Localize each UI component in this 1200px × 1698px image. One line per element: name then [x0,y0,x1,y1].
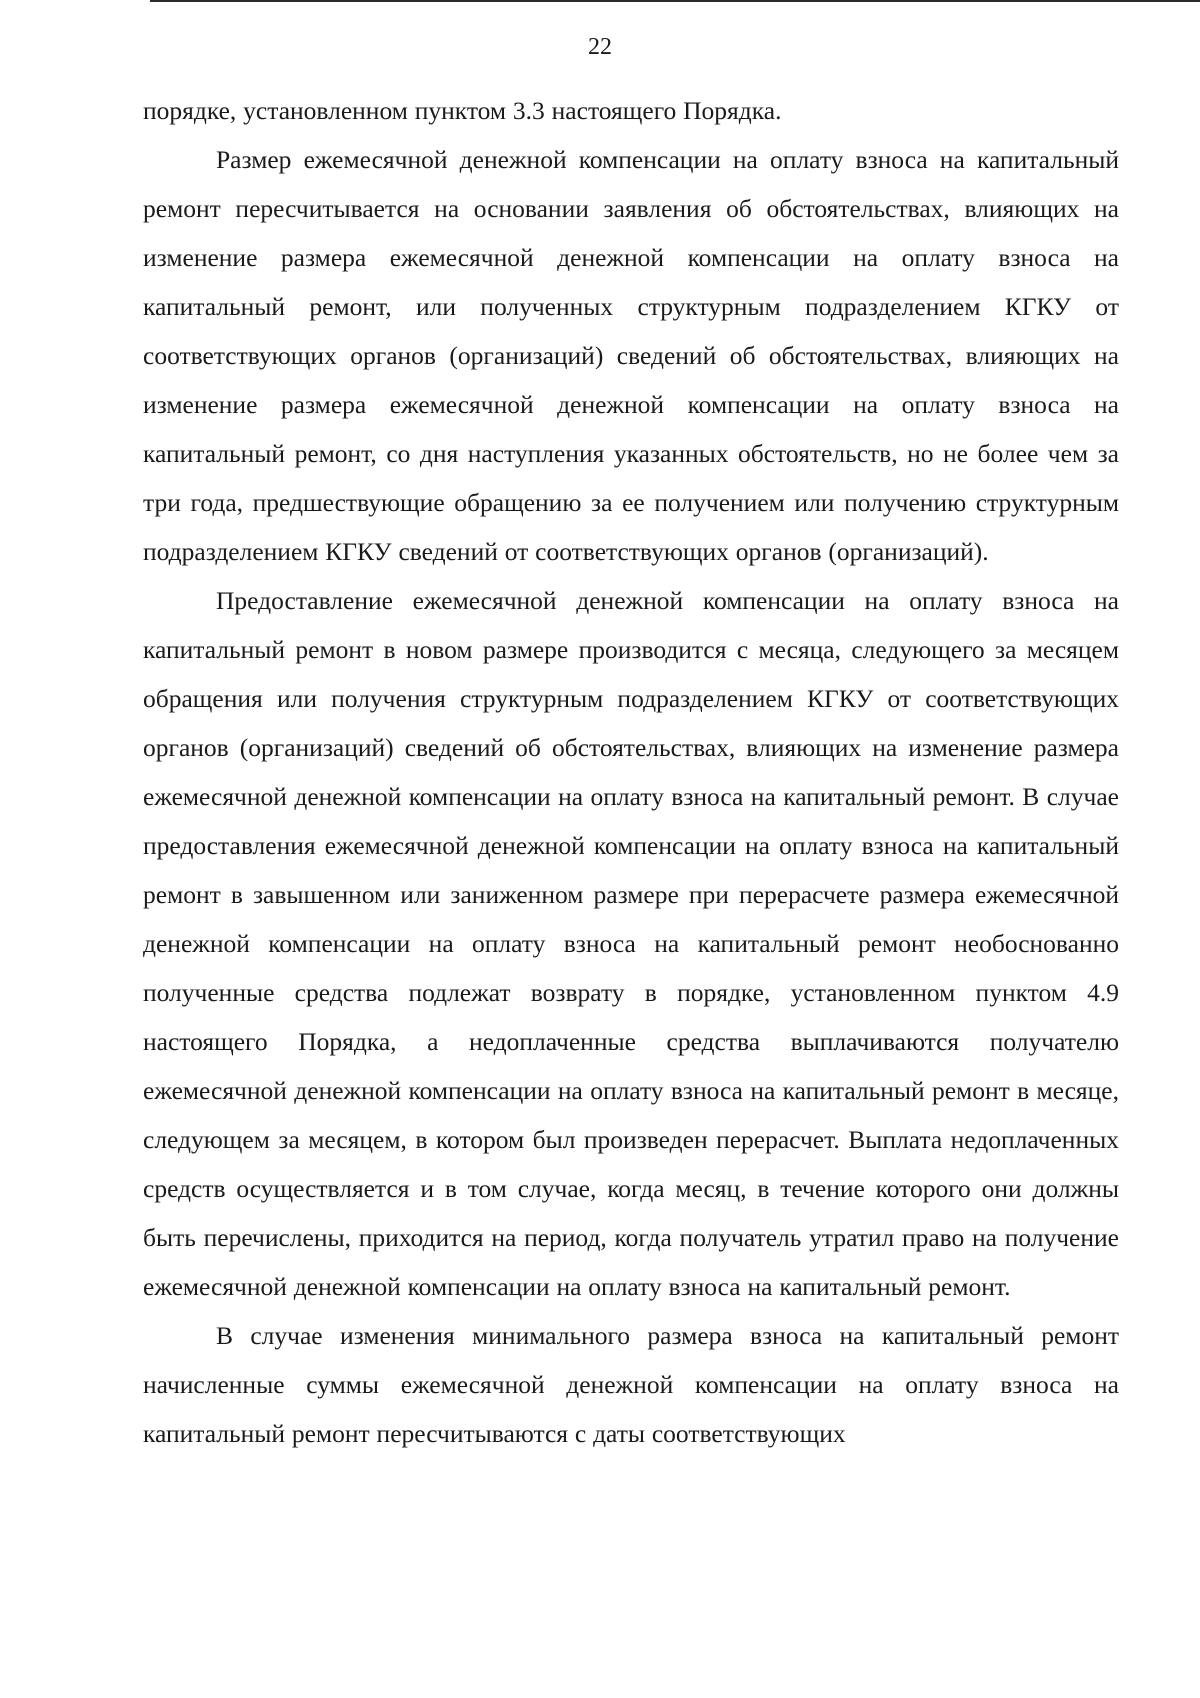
page-number: 22 [588,34,612,60]
paragraph-recalculation: Размер ежемесячной денежной компенсации на оплату взноса на капитальный ремонт пересчитывается на основании заявления об обстоятельствах, влияющих на изменение размера ежемесячной денежной компенсации на оплату взноса на капитальный ремонт, или полученных структурным подразделением КГКУ от соответствующих органов (организаций) сведений об обстоятельствах, влияющих на изменение размера ежемесячной денежной компенсации на оплату взноса на капитальный ремонт, со дня наступления указанных обстоятельств, но не более чем за три года, предшествующие обращению за ее получением или получению структурным подразделением КГКУ сведений от соответствующих органов (организаций). [143,145,1119,566]
paragraph-continuation: порядке, установленном пунктом 3.3 настоящего Порядка. [143,96,782,125]
paragraph-new-amount: Предоставление ежемесячной денежной компенсации на оплату взноса на капитальный ремонт в новом размере производится с месяца, следующего за месяцем обращения или получения структурным подразделением КГКУ от соответствующих органов (организаций) сведений об обстоятельствах, влияющих на изменение размера ежемесячной денежной компенсации на оплату взноса на капитальный ремонт. В случае предоставления ежемесячной денежной компенсации на оплату взноса на капитальный ремонт в завышенном или заниженном размере при перерасчете размера ежемесячной денежной компенсации на оплату взноса на капитальный ремонт необоснованно полученные средства подлежат возврату в порядке, установленном пунктом 4.9 настоящего Порядка, а недоплаченные средства выплачиваются получателю ежемесячной денежной компенсации на оплату взноса на капитальный ремонт в месяце, следующем за месяцем, в котором был произведен перерасчет. Выплата недоплаченных средств осуществляется и в том случае, когда месяц, в течение которого они должны быть перечислены, приходится на период, когда получатель утратил право на получение ежемесячной денежной компенсации на оплату взноса на капитальный ремонт. [143,586,1119,1301]
document-body [143,86,1119,1458]
scan-top-rule [150,0,1200,2]
paragraph-minimum-contribution-change: В случае изменения минимального размера взноса на капитальный ремонт начисленные суммы ежемесячной денежной компенсации на оплату взноса на капитальный ремонт пересчитываются с даты соответствующих [143,1321,1119,1448]
